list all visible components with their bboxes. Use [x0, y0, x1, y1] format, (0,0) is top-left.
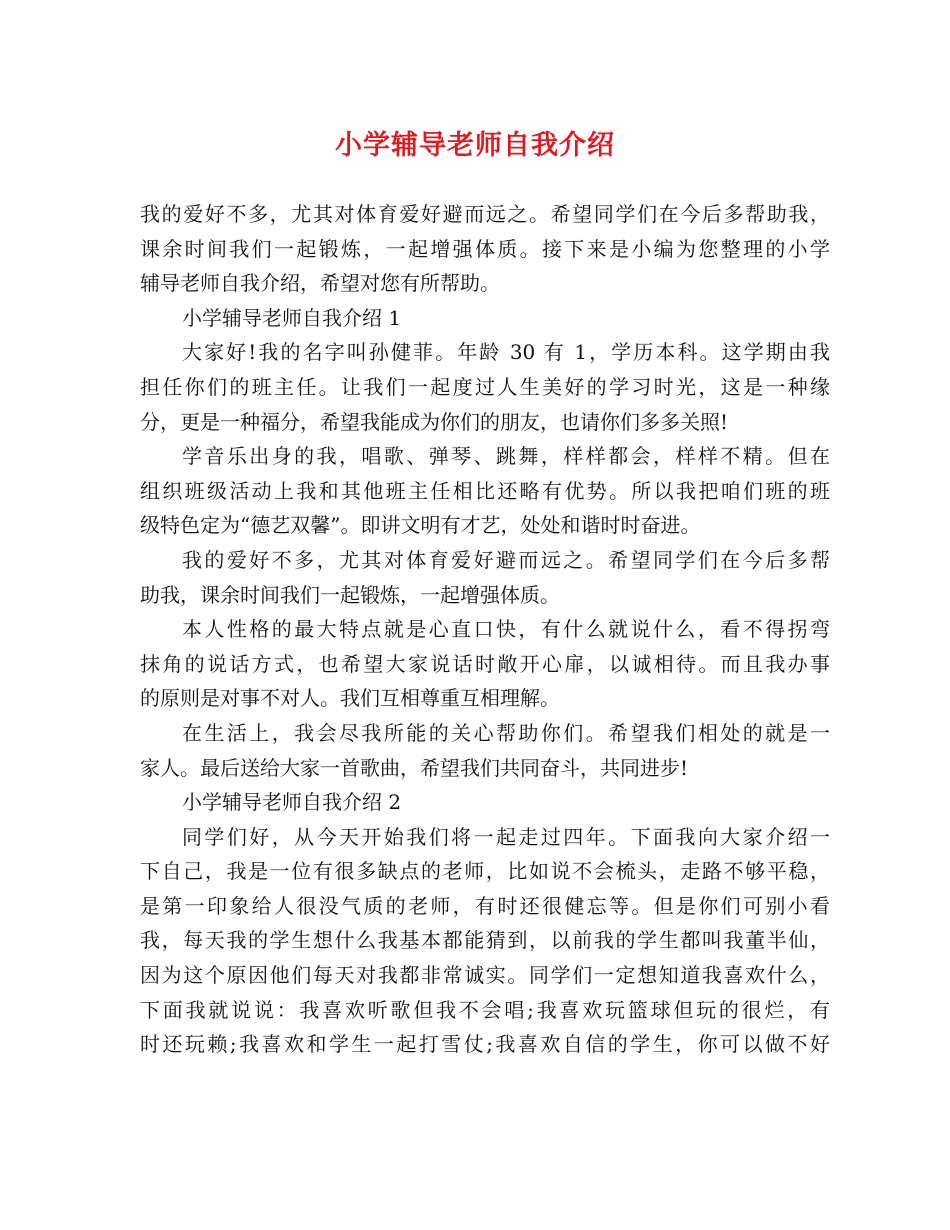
text-line: 课余时间我们一起锻炼，一起增强体质。接下来是小编为您整理的小学	[140, 236, 830, 261]
text-line: 时还玩赖;我喜欢和学生一起打雪仗;我喜欢自信的学生，你可以做不好	[140, 1032, 830, 1057]
text-line: 家人。最后送给大家一首歌曲，希望我们共同奋斗，共同进步!	[140, 755, 689, 780]
text-line: 在生活上，我会尽我所能的关心帮助你们。希望我们相处的就是一	[182, 720, 830, 745]
text-line: 的原则是对事不对人。我们互相尊重互相理解。	[140, 686, 560, 711]
text-line: 助我，课余时间我们一起锻炼，一起增强体质。	[140, 582, 560, 607]
text-line: 分，更是一种福分，希望我能成为你们的朋友，也请你们多多关照!	[140, 409, 729, 434]
text-line: 担任你们的班主任。让我们一起度过人生美好的学习时光，这是一种缘	[140, 374, 830, 399]
text-line: 我，每天我的学生想什么我基本都能猜到，以前我的学生都叫我董半仙，	[140, 928, 830, 953]
text-line: 辅导老师自我介绍，希望对您有所帮助。	[140, 271, 500, 296]
document-body	[140, 197, 830, 1062]
section-heading-1: 小学辅导老师自我介绍 1	[182, 305, 402, 330]
text-line: 下自己，我是一位有很多缺点的老师，比如说不会梳头，走路不够平稳，	[140, 859, 830, 884]
text-line: 本人性格的最大特点就是心直口快，有什么就说什么，看不得拐弯	[182, 617, 830, 642]
text-line: 大家好!我的名字叫孙健菲。年龄 30 有 1，学历本科。这学期由我	[182, 340, 830, 365]
text-line: 组织班级活动上我和其他班主任相比还略有优势。所以我把咱们班的班	[140, 478, 830, 503]
text-line: 是第一印象给人很没气质的老师，有时还很健忘等。但是你们可别小看	[140, 893, 830, 918]
text-line: 下面我就说说：我喜欢听歌但我不会唱;我喜欢玩篮球但玩的很烂，有	[140, 997, 830, 1022]
section-heading-2: 小学辅导老师自我介绍 2	[182, 790, 402, 815]
text-line: 因为这个原因他们每天对我都非常诚实。同学们一定想知道我喜欢什么，	[140, 963, 830, 988]
text-line: 我的爱好不多，尤其对体育爱好避而远之。希望同学们在今后多帮助我，	[140, 202, 830, 226]
text-line: 我的爱好不多，尤其对体育爱好避而远之。希望同学们在今后多帮	[182, 547, 830, 572]
text-line: 学音乐出身的我，唱歌、弹琴、跳舞，样样都会，样样不精。但在	[182, 444, 830, 469]
text-line: 同学们好，从今天开始我们将一起走过四年。下面我向大家介绍一	[182, 824, 830, 849]
text-line: 抹角的说话方式，也希望大家说话时敞开心扉，以诚相待。而且我办事	[140, 651, 830, 676]
text-line: 级特色定为“德艺双馨”。即讲文明有才艺，处处和谐时时奋进。	[140, 513, 701, 538]
document-title: 小学辅导老师自我介绍	[335, 130, 615, 161]
